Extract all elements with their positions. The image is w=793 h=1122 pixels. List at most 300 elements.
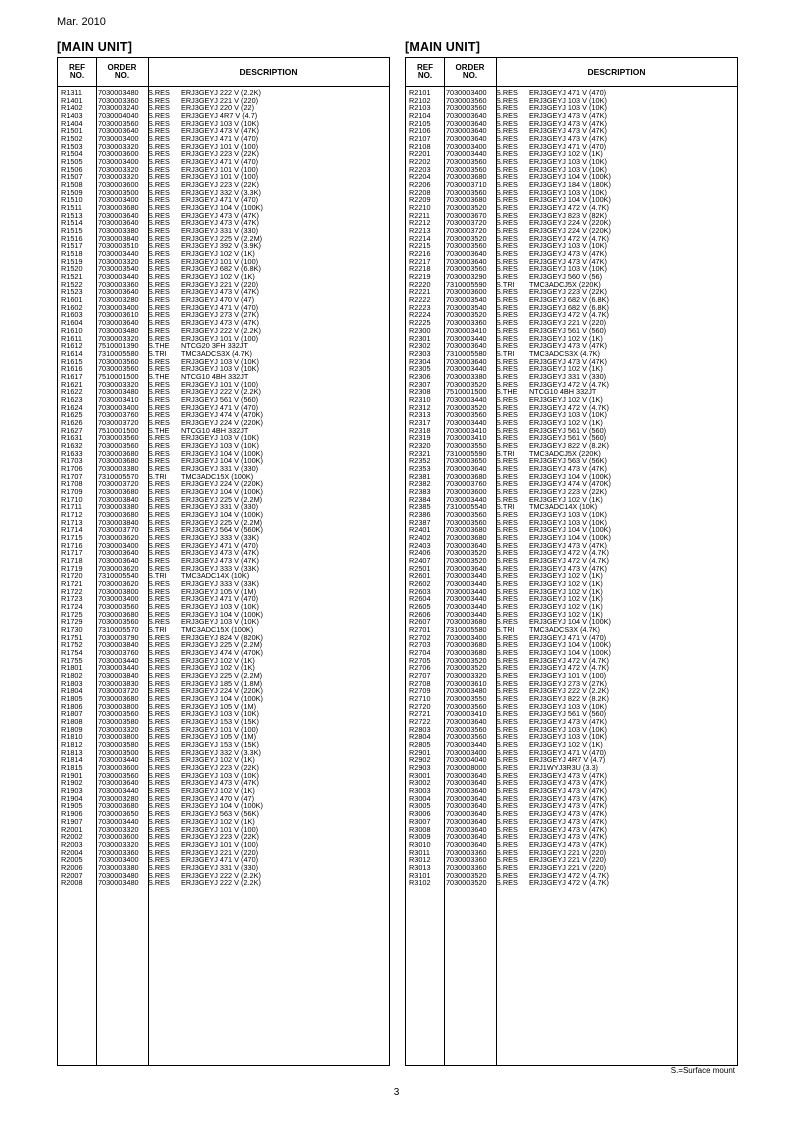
part-type: S.RES	[148, 272, 170, 282]
part-type: S.THE	[148, 341, 170, 351]
part-description: ERJ3GEYJ 102 V (1K)	[529, 394, 603, 404]
ref-no: R3011	[409, 847, 430, 857]
ref-no: R2217	[409, 256, 431, 266]
part-type: S.RES	[496, 295, 518, 305]
part-description: ERJ3GEYJ 103 V (10K)	[529, 95, 607, 105]
ref-no: R2722	[409, 717, 431, 727]
order-no: 7030003440	[98, 655, 139, 665]
part-type: S.RES	[148, 740, 170, 750]
part-description: ERJ3GEYJ 104 V (100K)	[529, 640, 611, 650]
ref-no: R2387	[409, 517, 431, 527]
order-no: 7310005580	[98, 348, 139, 358]
part-type: S.RES	[148, 648, 170, 658]
order-no: 7030003650	[446, 456, 487, 466]
ref-no: R2709	[409, 686, 431, 696]
ref-no: R1724	[61, 602, 83, 612]
part-type: S.RES	[148, 532, 170, 542]
ref-no: R2224	[409, 310, 431, 320]
order-no: 7030003560	[98, 709, 139, 719]
part-type: S.RES	[148, 540, 170, 550]
part-description: ERJ3GEYJ 223 V (22K)	[181, 180, 259, 190]
part-type: S.TRI	[496, 502, 515, 512]
ref-no: R2008	[61, 878, 83, 888]
part-type: S.RES	[496, 241, 518, 251]
order-no: 7030003600	[98, 180, 139, 190]
order-no: 7310005580	[446, 625, 487, 635]
part-description: ERJ3GEYJ 225 V (2.2M)	[181, 494, 263, 504]
part-type: S.RES	[496, 632, 518, 642]
part-description: ERJ3GEYJ 331 V (330)	[529, 371, 607, 381]
part-type: S.RES	[496, 195, 518, 205]
order-no: 7030003790	[98, 632, 139, 642]
part-type: S.TRI	[148, 348, 167, 358]
order-no: 7310005570	[98, 625, 139, 635]
part-description: ERJ3GEYJ 473 V (47K)	[529, 793, 607, 803]
part-type: S.RES	[148, 770, 170, 780]
part-description: ERJ3GEYJ 103 V (10K)	[181, 770, 259, 780]
order-no: 7030003760	[98, 410, 139, 420]
part-type: S.RES	[148, 433, 170, 443]
ref-no: R2353	[409, 463, 431, 473]
ref-no: R1751	[61, 632, 83, 642]
ref-no: R1602	[61, 302, 83, 312]
order-no: 7310005590	[446, 279, 487, 289]
part-type: S.RES	[496, 494, 518, 504]
order-no: 7030003640	[446, 118, 487, 128]
ref-no: R2301	[409, 333, 431, 343]
order-no: 7030003520	[446, 402, 487, 412]
part-type: S.RES	[148, 95, 170, 105]
part-description: ERJ3GEYJ 471 V (470)	[529, 632, 607, 642]
part-description: ERJ3GEYJ 470 V (47)	[181, 295, 255, 305]
part-type: S.RES	[496, 517, 518, 527]
ref-no: R2220	[409, 279, 431, 289]
part-description: ERJ3GEYJ 103 V (10K)	[529, 724, 607, 734]
order-no: 7030003410	[446, 433, 487, 443]
order-no: 7030008000	[446, 763, 487, 773]
ref-no: R2381	[409, 471, 431, 481]
part-type: S.RES	[148, 839, 170, 849]
part-description: ERJ3GEYJ 104 V (100K)	[529, 195, 611, 205]
part-type: S.RES	[496, 778, 518, 788]
order-no: 7030003440	[98, 816, 139, 826]
ref-no: R1311	[61, 88, 82, 97]
part-description: ERJ3GEYJ 184 V (180K)	[529, 180, 611, 190]
ref-no: R2605	[409, 602, 431, 612]
part-type: S.RES	[148, 655, 170, 665]
ref-no: R1720	[61, 571, 83, 581]
order-no: 7030003640	[446, 839, 487, 849]
order-no: 7030003640	[446, 134, 487, 144]
part-description: ERJ3GEYJ 104 V (100K)	[529, 648, 611, 658]
order-no: 7030003840	[98, 640, 139, 650]
part-description: ERJ3GEYJ 332 V (3.3K)	[181, 187, 261, 197]
ref-no: R2201	[409, 149, 431, 159]
part-type: S.RES	[148, 295, 170, 305]
order-no: 7030003320	[98, 141, 139, 151]
ref-no: R2313	[409, 410, 431, 420]
part-type: S.RES	[148, 417, 170, 427]
part-description: ERJ3GEYJ 472 V (4.7K)	[529, 233, 609, 243]
part-description: ERJ3GEYJ 473 V (47K)	[181, 218, 259, 228]
part-description: ERJ3GEYJ 473 V (47K)	[529, 341, 607, 351]
part-description: ERJ3GEYJ 473 V (47K)	[529, 824, 607, 834]
part-description: ERJ3GEYJ 103 V (10K)	[181, 118, 259, 128]
ref-no: R2804	[409, 732, 431, 742]
order-no: 7030003600	[446, 486, 487, 496]
order-no: 7030003800	[98, 586, 139, 596]
ref-no: R3005	[409, 801, 431, 811]
table-header	[58, 58, 389, 87]
part-description: ERJ3GEYJ 103 V (10K)	[181, 364, 259, 374]
part-description: ERJ3GEYJ 473 V (47K)	[529, 770, 607, 780]
part-type: S.RES	[148, 778, 170, 788]
order-no: 7030003560	[446, 164, 487, 174]
part-description: ERJ3GEYJ 102 V (1K)	[181, 755, 255, 765]
ref-no: R2383	[409, 486, 431, 496]
ref-no: R1715	[61, 532, 83, 542]
ref-no: R1515	[61, 226, 83, 236]
ref-no: R2204	[409, 172, 431, 182]
ref-no: R3003	[409, 786, 431, 796]
order-no: 7030003560	[446, 103, 487, 113]
part-description: ERJ3GEYJ 224 V (220K)	[181, 417, 263, 427]
ref-no: R1803	[61, 678, 83, 688]
ref-no: R2306	[409, 371, 431, 381]
part-type: S.RES	[496, 770, 518, 780]
ref-no: R2606	[409, 609, 431, 619]
part-description: ERJ3GEYJ 102 V (1K)	[181, 272, 255, 282]
part-type: S.RES	[148, 402, 170, 412]
part-description: ERJ3GEYJ 103 V (10K)	[529, 509, 607, 519]
part-type: S.RES	[496, 88, 518, 97]
part-description: ERJ3GEYJ 473 V (47K)	[529, 249, 607, 259]
part-type: S.RES	[496, 402, 518, 412]
order-no: 7030003520	[446, 548, 487, 558]
part-description: ERJ3GEYJ 103 V (10K)	[529, 103, 607, 113]
ref-no: R2710	[409, 694, 431, 704]
header-order-no: ORDER NO.	[96, 58, 149, 86]
part-description: ERJ3GEYJ 102 V (1K)	[529, 494, 603, 504]
part-type: S.TRI	[496, 625, 515, 635]
order-no: 7030003680	[98, 456, 139, 466]
ref-no: R1502	[61, 134, 83, 144]
part-type: S.RES	[148, 809, 170, 819]
ref-no: R1603	[61, 310, 83, 320]
part-type: S.RES	[148, 763, 170, 773]
order-no: 7030003400	[98, 157, 139, 167]
order-no: 7030003400	[98, 855, 139, 865]
part-type: S.RES	[148, 525, 170, 535]
part-type: S.RES	[148, 602, 170, 612]
part-type: S.RES	[496, 471, 518, 481]
part-type: S.THE	[148, 371, 170, 381]
part-type: S.RES	[148, 111, 170, 121]
part-type: S.RES	[148, 226, 170, 236]
order-no: 7030003640	[446, 778, 487, 788]
header-description: DESCRIPTION	[587, 66, 646, 77]
part-description: ERJ3GEYJ 332 V (3.3K)	[181, 747, 261, 757]
part-type: S.RES	[148, 509, 170, 519]
part-type: S.RES	[148, 801, 170, 811]
order-no: 7030003600	[98, 832, 139, 842]
order-no: 7030003680	[446, 172, 487, 182]
order-no: 7030003560	[98, 617, 139, 627]
part-description: ERJ3GEYJ 102 V (1K)	[181, 249, 255, 259]
ref-no: R2108	[409, 141, 431, 151]
part-type: S.RES	[496, 809, 518, 819]
part-type: S.RES	[496, 226, 518, 236]
part-type: S.TRI	[148, 625, 167, 635]
order-no: 7030003640	[446, 832, 487, 842]
order-no: 7030003560	[446, 187, 487, 197]
order-no: 7030003440	[446, 149, 487, 159]
ref-no: R1614	[61, 348, 83, 358]
ref-no: R1507	[61, 172, 83, 182]
part-type: S.RES	[148, 617, 170, 627]
part-type: S.RES	[496, 341, 518, 351]
part-type: S.RES	[496, 272, 518, 282]
order-no: 7030003560	[98, 118, 139, 128]
order-no: 7030003560	[446, 509, 487, 519]
order-no: 7030003440	[98, 786, 139, 796]
order-no: 7030003560	[98, 356, 139, 366]
part-description: ERJ3GEYJ 473 V (47K)	[529, 832, 607, 842]
ref-no: R2007	[61, 870, 83, 880]
order-no: 7030003320	[98, 724, 139, 734]
ref-no: R1517	[61, 241, 83, 251]
ref-no: R1804	[61, 686, 83, 696]
order-no: 7030003640	[98, 318, 139, 328]
part-description: ERJ3GEYJ 102 V (1K)	[181, 663, 255, 673]
ref-no: R3004	[409, 793, 431, 803]
part-type: S.TRI	[148, 571, 167, 581]
part-type: S.RES	[496, 571, 518, 581]
ref-no: R1905	[61, 801, 83, 811]
ref-no: R1710	[61, 494, 83, 504]
ref-no: R1504	[61, 149, 83, 159]
part-description: ERJ3GEYJ 474 V (470K)	[181, 648, 263, 658]
ref-no: R1632	[61, 440, 83, 450]
order-no: 7510001500	[446, 387, 487, 397]
ref-no: R2401	[409, 525, 431, 535]
part-type: S.RES	[148, 586, 170, 596]
order-no: 7030003520	[446, 233, 487, 243]
part-type: S.RES	[148, 793, 170, 803]
part-description: ERJ3GEYJ 105 V (1M)	[181, 586, 257, 596]
part-type: S.RES	[148, 256, 170, 266]
part-description: ERJ3GEYJ 224 V (220K)	[529, 218, 611, 228]
part-type: S.RES	[148, 333, 170, 343]
ref-no: R1403	[61, 111, 83, 121]
part-type: S.RES	[496, 686, 518, 696]
part-description: ERJ3GEYJ 563 V (56K)	[181, 809, 259, 819]
order-no: 7030004040	[98, 111, 139, 121]
ref-no: R1802	[61, 671, 83, 681]
order-no: 7030003510	[98, 241, 139, 251]
order-no: 7030003640	[446, 793, 487, 803]
ref-no: R2305	[409, 364, 431, 374]
ref-no: R1624	[61, 402, 83, 412]
part-type: S.RES	[496, 256, 518, 266]
part-description: ERJ3GEYJ 331 V (330)	[181, 226, 259, 236]
ref-no: R2214	[409, 233, 431, 243]
ref-no: R2107	[409, 134, 431, 144]
order-no: 7030003560	[446, 724, 487, 734]
order-no: 7030003720	[98, 686, 139, 696]
order-no: 7030003680	[446, 532, 487, 542]
part-description: TMC3ADCJ5X (220K)	[529, 448, 601, 458]
ref-no: R1801	[61, 663, 83, 673]
part-type: S.RES	[496, 371, 518, 381]
part-type: S.RES	[496, 701, 518, 711]
ref-no: R1402	[61, 103, 83, 113]
part-description: ERJ3GEYJ 224 V (220K)	[181, 686, 263, 696]
part-type: S.RES	[148, 502, 170, 512]
ref-no: R2704	[409, 648, 431, 658]
ref-no: R2213	[409, 226, 431, 236]
part-type: S.RES	[148, 149, 170, 159]
ref-no: R1615	[61, 356, 83, 366]
ref-no: R2307	[409, 379, 431, 389]
part-type: S.RES	[148, 640, 170, 650]
part-description: ERJ3GEYJ 473 V (47K)	[529, 356, 607, 366]
part-type: S.RES	[496, 862, 518, 872]
part-description: ERJ3GEYJ 225 V (2.2M)	[181, 640, 263, 650]
ref-no: R1754	[61, 648, 83, 658]
part-type: S.RES	[148, 862, 170, 872]
part-type: S.RES	[496, 855, 518, 865]
part-type: S.RES	[496, 694, 518, 704]
part-type: S.RES	[148, 671, 170, 681]
part-type: S.RES	[148, 847, 170, 857]
part-description: ERJ3GEYJ 824 V (820K)	[181, 632, 263, 642]
part-description: ERJ3GEYJ 4R7 V (4.7)	[181, 111, 258, 121]
order-no: 7030003640	[446, 816, 487, 826]
order-no: 7030003560	[446, 157, 487, 167]
ref-no: R1604	[61, 318, 83, 328]
order-no: 7030003410	[98, 394, 139, 404]
part-description: ERJ3GEYJ 682 V (6.8K)	[181, 264, 261, 274]
part-description: ERJ3GEYJ 104 V (100K)	[181, 486, 263, 496]
part-type: S.RES	[496, 755, 518, 765]
part-type: S.RES	[148, 180, 170, 190]
table-header	[406, 58, 737, 87]
part-description: TMC3ADCS3X (4.7K)	[529, 625, 600, 635]
part-type: S.RES	[148, 448, 170, 458]
ref-no: R2607	[409, 617, 431, 627]
part-type: S.RES	[496, 218, 518, 228]
part-description: TMC3ADCS3X (4.7K)	[529, 348, 600, 358]
part-type: S.RES	[148, 440, 170, 450]
part-type: S.RES	[496, 410, 518, 420]
order-no: 7030003440	[446, 602, 487, 612]
ref-no: R3002	[409, 778, 431, 788]
part-description: ERJ3GEYJ 223 V (22K)	[181, 832, 259, 842]
order-no: 7030003840	[98, 517, 139, 527]
part-description: ERJ3GEYJ 333 V (33K)	[181, 579, 259, 588]
order-no: 7030003560	[446, 701, 487, 711]
part-description: ERJ3GEYJ 103 V (10K)	[181, 709, 259, 719]
ref-no: R1633	[61, 448, 83, 458]
ref-no: R2708	[409, 678, 431, 688]
part-description: ERJ3GEYJ 561 V (560)	[529, 425, 607, 435]
part-description: ERJ3GEYJ 470 V (47)	[181, 793, 255, 803]
part-type: S.RES	[496, 249, 518, 259]
ref-no: R2321	[409, 448, 431, 458]
ref-no: R1505	[61, 157, 83, 167]
part-description: ERJ3GEYJ 223 V (22K)	[529, 287, 607, 297]
part-type: S.RES	[496, 302, 518, 312]
part-description: ERJ3GEYJ 473 V (47K)	[529, 126, 607, 136]
part-description: ERJ3GEYJ 473 V (47K)	[529, 463, 607, 473]
part-description: ERJ3GEYJ 103 V (10K)	[181, 433, 259, 443]
ref-no: R1807	[61, 709, 83, 719]
ref-no: R1621	[61, 379, 83, 389]
order-no: 7030003440	[98, 272, 139, 282]
part-description: ERJ3GEYJ 103 V (10K)	[529, 517, 607, 527]
ref-no: R1718	[61, 555, 83, 565]
part-type: S.RES	[148, 318, 170, 328]
ref-no: R1510	[61, 195, 83, 205]
part-description: ERJ3GEYJ 472 V (4.7K)	[529, 870, 609, 880]
ref-no: R1514	[61, 218, 83, 228]
header-ref-no: REF NO.	[58, 58, 97, 86]
table-body	[406, 89, 737, 887]
part-description: ERJ3GEYJ 823 V (82K)	[529, 210, 607, 220]
part-type: S.RES	[148, 249, 170, 259]
ref-no: R1708	[61, 479, 83, 489]
part-type: S.RES	[496, 648, 518, 658]
order-no: 7030003640	[98, 218, 139, 228]
order-no: 7030003520	[446, 555, 487, 565]
ref-no: R2805	[409, 740, 431, 750]
part-description: ERJ3GEYJ 472 V (4.7K)	[529, 878, 609, 888]
ref-no: R1723	[61, 594, 83, 604]
part-description: ERJ3GEYJ 331 V (330)	[181, 502, 259, 512]
ref-no: R2703	[409, 640, 431, 650]
part-type: S.RES	[496, 847, 518, 857]
part-type: S.RES	[148, 486, 170, 496]
section-title-left: [MAIN UNIT]	[57, 40, 133, 54]
ref-no: R1516	[61, 233, 83, 243]
part-type: S.RES	[496, 747, 518, 757]
part-type: S.RES	[496, 671, 518, 681]
order-no: 7030003500	[98, 747, 139, 757]
part-description: ERJ3GEYJ 224 V (220K)	[181, 479, 263, 489]
order-no: 7030003500	[98, 187, 139, 197]
ref-no: R1901	[61, 770, 83, 780]
part-type: S.RES	[496, 187, 518, 197]
order-no: 7030003640	[446, 249, 487, 259]
part-description: TMC3ADC15X (100K)	[181, 625, 254, 635]
document-date: Mar. 2010	[57, 16, 106, 28]
ref-no: R1809	[61, 724, 83, 734]
part-type: S.RES	[496, 832, 518, 842]
part-type: S.RES	[148, 678, 170, 688]
part-type: S.RES	[496, 602, 518, 612]
part-type: S.RES	[496, 663, 518, 673]
ref-no: R1709	[61, 486, 83, 496]
part-type: S.TRI	[496, 448, 515, 458]
part-description: ERJ3GEYJ 331 V (330)	[181, 463, 259, 473]
order-no: 7030003320	[98, 164, 139, 174]
part-type: S.RES	[148, 310, 170, 320]
part-type: S.RES	[148, 609, 170, 619]
part-description: ERJ3GEYJ 103 V (10K)	[181, 440, 259, 450]
ref-no: R3101	[409, 870, 431, 880]
part-description: ERJ3GEYJ 101 V (100)	[181, 724, 259, 734]
